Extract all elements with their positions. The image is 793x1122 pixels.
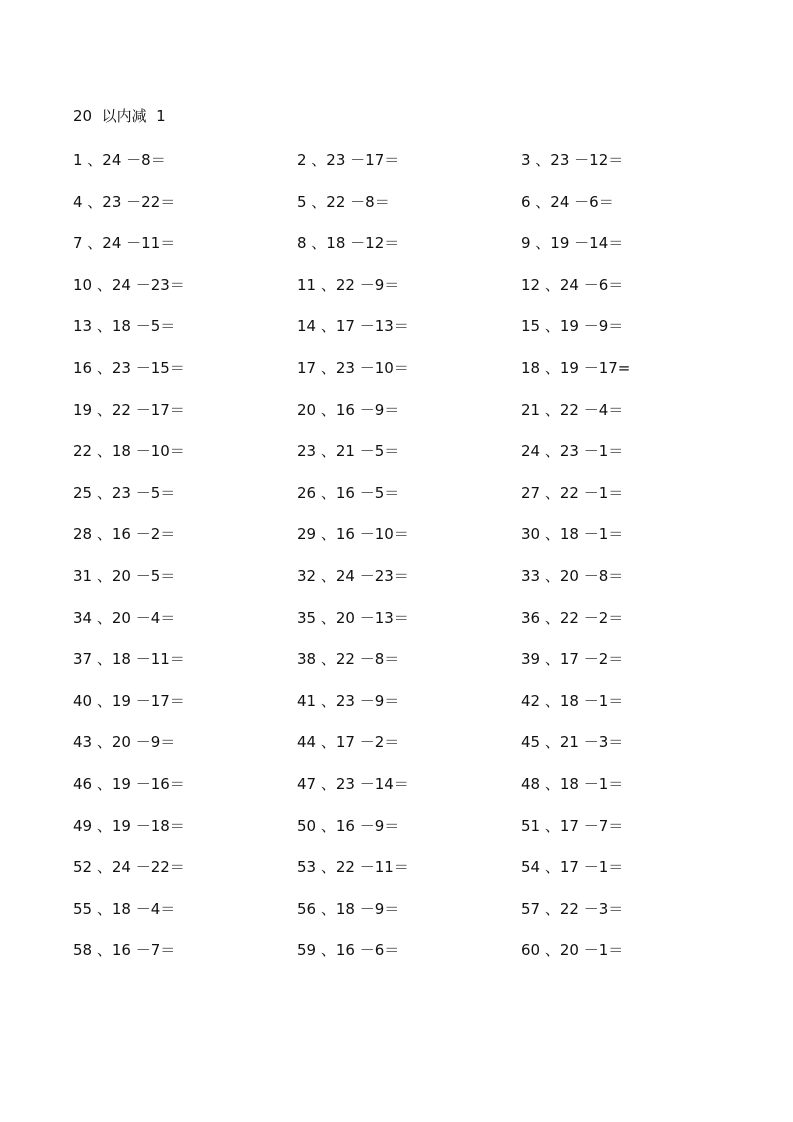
problem: 21 、22 －4＝ <box>521 400 624 419</box>
problem: 29 、16 －10＝ <box>297 525 409 544</box>
problem: 35 、20 －13＝ <box>297 608 409 627</box>
problem: 60 、20 －1＝ <box>521 941 624 960</box>
problem-row <box>73 523 773 565</box>
problem: 14 、17 －13＝ <box>297 317 409 336</box>
problem-row <box>73 939 773 981</box>
problem: 20 、16 －9＝ <box>297 400 400 419</box>
problem-row <box>73 274 773 316</box>
problem: 23 、21 －5＝ <box>297 442 400 461</box>
problem: 18 、19 －17= <box>521 358 631 377</box>
problem-row <box>73 149 773 191</box>
problem-row <box>73 607 773 649</box>
problem: 50 、16 －9＝ <box>297 816 400 835</box>
problem: 5 、22 －8＝ <box>297 192 390 211</box>
problem-row <box>73 565 773 607</box>
problem: 9 、19 －14＝ <box>521 234 624 253</box>
problem: 6 、24 －6＝ <box>521 192 614 211</box>
problem: 54 、17 －1＝ <box>521 858 624 877</box>
problem: 22 、18 －10＝ <box>73 442 185 461</box>
problem: 51 、17 －7＝ <box>521 816 624 835</box>
problem: 52 、24 －22＝ <box>73 858 185 877</box>
problem: 30 、18 －1＝ <box>521 525 624 544</box>
problem: 47 、23 －14＝ <box>297 774 409 793</box>
problem-grid <box>73 149 773 981</box>
problem: 56 、18 －9＝ <box>297 899 400 918</box>
problem: 12 、24 －6＝ <box>521 275 624 294</box>
problem: 19 、22 －17＝ <box>73 400 185 419</box>
problem: 15 、19 －9＝ <box>521 317 624 336</box>
problem-row <box>73 440 773 482</box>
problem-row <box>73 731 773 773</box>
problem: 10 、24 －23＝ <box>73 275 185 294</box>
problem: 58 、16 －7＝ <box>73 941 176 960</box>
problem: 33 、20 －8＝ <box>521 566 624 585</box>
problem: 43 、20 －9＝ <box>73 733 176 752</box>
problem: 40 、19 －17＝ <box>73 691 185 710</box>
problem: 16 、23 －15＝ <box>73 358 185 377</box>
problem: 27 、22 －1＝ <box>521 483 624 502</box>
problem: 59 、16 －6＝ <box>297 941 400 960</box>
problem: 7 、24 －11＝ <box>73 234 176 253</box>
problem-row <box>73 898 773 940</box>
problem: 32 、24 －23＝ <box>297 566 409 585</box>
problem-row <box>73 690 773 732</box>
problem-row <box>73 191 773 233</box>
problem-row <box>73 357 773 399</box>
problem: 11 、22 －9＝ <box>297 275 400 294</box>
problem-row <box>73 815 773 857</box>
problem: 28 、16 －2＝ <box>73 525 176 544</box>
problem-row <box>73 482 773 524</box>
problem: 36 、22 －2＝ <box>521 608 624 627</box>
problem: 57 、22 －3＝ <box>521 899 624 918</box>
problem: 1 、24 －8＝ <box>73 151 166 169</box>
problem: 44 、17 －2＝ <box>297 733 400 752</box>
problem: 42 、18 －1＝ <box>521 691 624 710</box>
problem: 3 、23 －12＝ <box>521 151 624 169</box>
problem: 37 、18 －11＝ <box>73 650 185 669</box>
problem: 46 、19 －16＝ <box>73 774 185 793</box>
problem: 25 、23 －5＝ <box>73 483 176 502</box>
problem-row <box>73 315 773 357</box>
problem-row <box>73 232 773 274</box>
problem: 53 、22 －11＝ <box>297 858 409 877</box>
problem-row <box>73 773 773 815</box>
problem-row <box>73 648 773 690</box>
problem: 31 、20 －5＝ <box>73 566 176 585</box>
problem: 39 、17 －2＝ <box>521 650 624 669</box>
problem: 49 、19 －18＝ <box>73 816 185 835</box>
page-title: 20 以内减 1 <box>73 107 166 125</box>
problem: 48 、18 －1＝ <box>521 774 624 793</box>
problem: 8 、18 －12＝ <box>297 234 400 253</box>
problem: 55 、18 －4＝ <box>73 899 176 918</box>
problem: 38 、22 －8＝ <box>297 650 400 669</box>
problem-row <box>73 399 773 441</box>
problem: 41 、23 －9＝ <box>297 691 400 710</box>
problem: 17 、23 －10＝ <box>297 358 409 377</box>
problem: 26 、16 －5＝ <box>297 483 400 502</box>
problem: 34 、20 －4＝ <box>73 608 176 627</box>
problem: 45 、21 －3＝ <box>521 733 624 752</box>
problem: 13 、18 －5＝ <box>73 317 176 336</box>
problem: 2 、23 －17＝ <box>297 151 400 169</box>
problem-row <box>73 856 773 898</box>
problem: 24 、23 －1＝ <box>521 442 624 461</box>
problem: 4 、23 －22＝ <box>73 192 176 211</box>
